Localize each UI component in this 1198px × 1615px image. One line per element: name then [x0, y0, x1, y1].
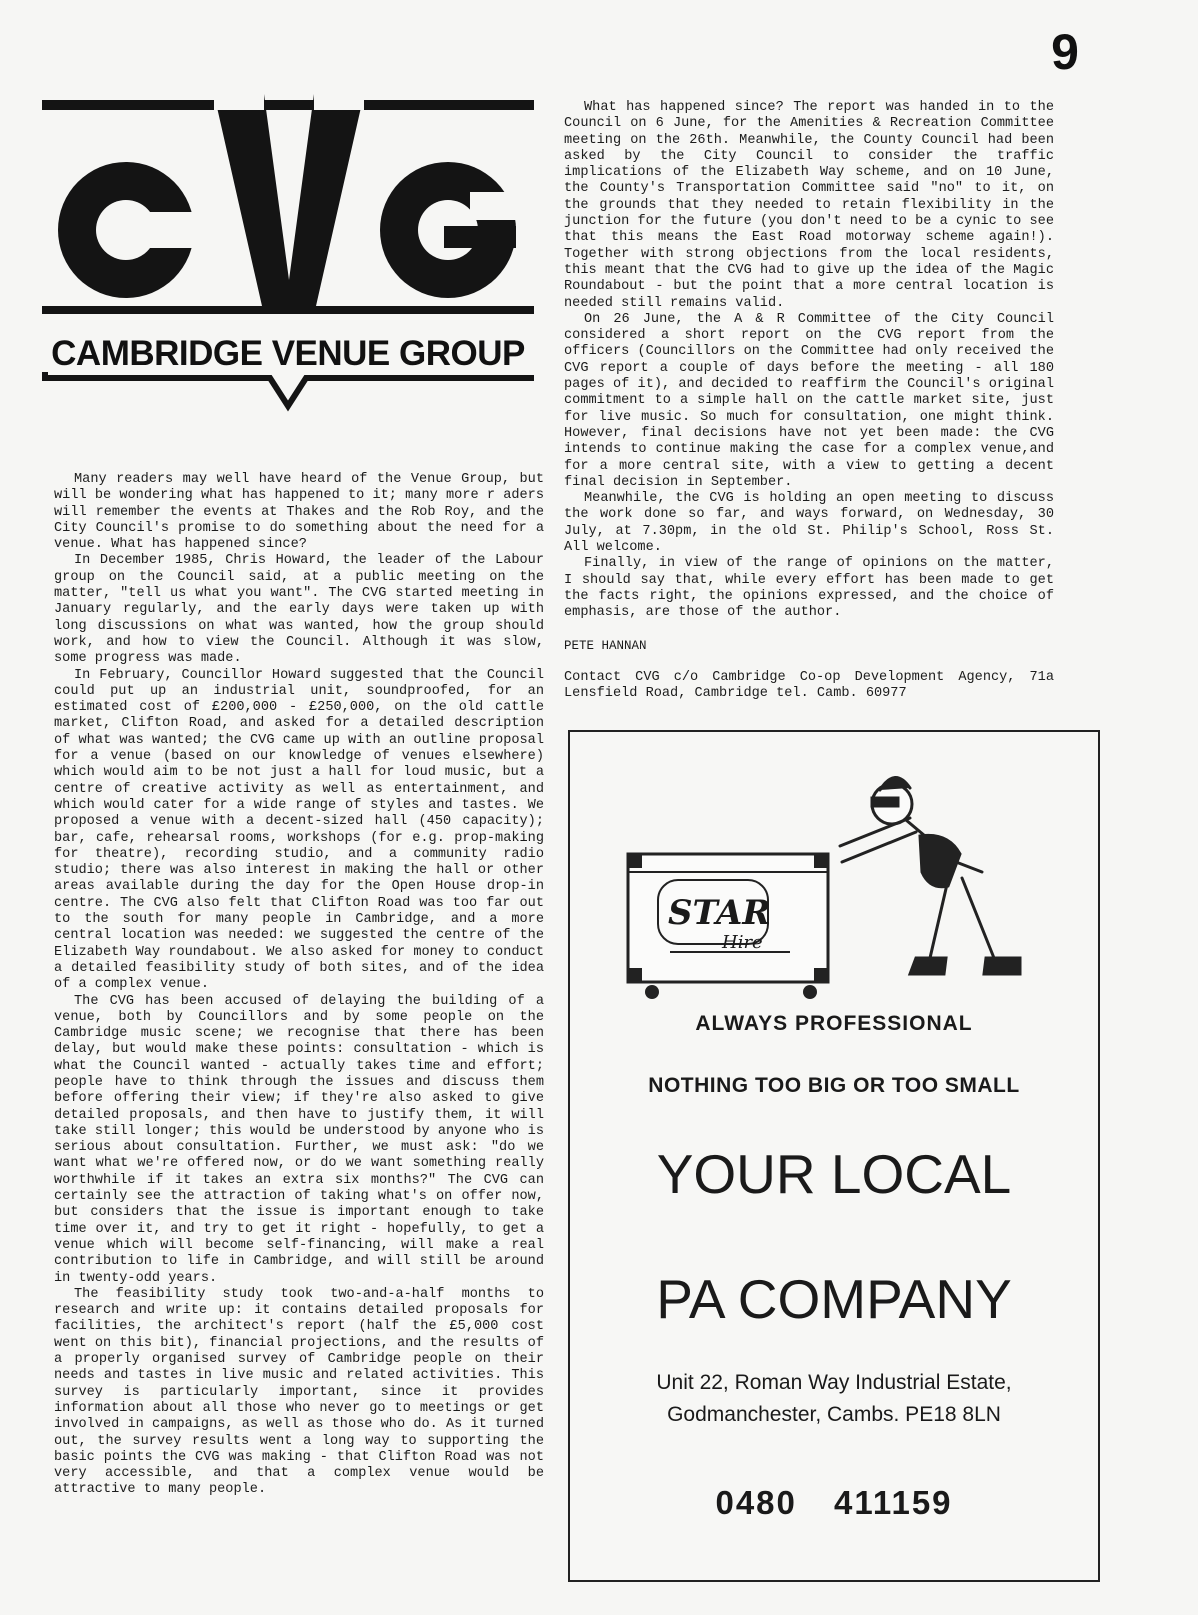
star-hire-advert: [568, 730, 1100, 1582]
article-paragraph: The feasibility study took two-and-a-half months to research and write up: it contains detailed proposals for facilities, the architect's report (half the £5,000 cost went on this bit), financial projections, and the results of a properly organised survey of Cambridge people on their needs and tastes in live music and related activities. This survey is particularly important, since it provides information about all those who never go to meetings or get involved in campaigns, as well as those who do. As it turned out, the survey results went a long way to supporting the basic points the CVG was making - that Clifton Road was not very accessible, and that a complex venue would be attractive to many people.: [54, 1286, 544, 1498]
article-paragraph: On 26 June, the A & R Committee of the City Council considered a short report on the CVG report from the officers (Councillors on the Committee had only received the CVG report a couple of days before the meeting - all 180 pages of it), and decided to reaffirm the Council's original commitment to a simple hall on the cattle market site, just for live music. So much for consultation, one might think. However, final decisions have not yet been made: the CVG intends to continue making the case for a complex venue,and for a more central site, with a view to getting a decent final decision in September.: [564, 311, 1054, 490]
logo-mid-rule: [42, 306, 534, 314]
article-left-column: [54, 472, 544, 1582]
logo-letter-c: [58, 162, 208, 298]
logo-top-rule: [42, 100, 534, 110]
ad-address-line-1: Unit 22, Roman Way Industrial Estate,: [656, 1371, 1012, 1394]
article-paragraph: In February, Councillor Howard suggested that the Council could put up an industrial unit, soundproofed, for an estimated cost of £200,000 - £250,000, on the old cattle market, Clifton Road, and asked for a detailed description of what was wanted; the CVG came up with an outline proposal for a venue (based on our knowledge of venues elsewhere) which would aim to be not just a hall for loud music, but a centre of creative activity as well as entertainment, and which would cater for a wide range of styles and tastes. We proposed a venue with a decent-sized hall (450 capacity); bar, cafe, rehearsal rooms, workshops (for e.g. prop-making for theatre), recording studio, and a community radio studio; there was also interest in making the hall or other areas available during the day for the Open House drop-in centre. The CVG also felt that Clifton Road was too far out to the south for many people in Cambridge, and a more central location was needed: we suggested the centre of the Elizabeth Way roundabout. We also asked for money to conduct a detailed feasibility study of both sites, and of the idea of a complex venue.: [54, 667, 544, 993]
author-byline: PETE HANNAN: [564, 638, 647, 653]
masthead: [38, 80, 538, 420]
ad-headline-pa-company: PA COMPANY: [656, 1268, 1012, 1330]
page-number: 9: [1051, 24, 1079, 80]
ad-headline-your-local: YOUR LOCAL: [656, 1143, 1012, 1205]
article-paragraph: In December 1985, Chris Howard, the leader of the Labour group on the Council said, at a public meeting on the matter, "tell us what you want". The CVG started meeting in January regularly, and the early days were taken up with long discussions on what was wanted, how the group should work, and how to view the Council. Although it was slow, some progress was made.: [54, 553, 544, 667]
logo-letter-v: [214, 94, 364, 306]
ad-line-nothing-too-big: NOTHING TOO BIG OR TOO SMALL: [648, 1074, 1020, 1097]
ad-line-always-professional: ALWAYS PROFESSIONAL: [695, 1012, 973, 1035]
ad-address-line-2: Godmanchester, Cambs. PE18 8LN: [667, 1403, 1001, 1426]
logo-letter-g: [380, 162, 520, 298]
article-paragraph: What has happened since? The report was handed in to the Council on 6 June, for the Amenities & Recreation Committee meeting on the 26th. Meanwhile, the County Council had been asked by the City Council to consider the traffic implications of the Elizabeth Way scheme, and on 10 June, the County's Transportation Committee said "no" to it, on the grounds that they needed to retain flexibility in the junction for the future (you don't need to be a cynic to see that this means the East Road motorway scheme again!). Together with strong objections from the local residents, this meant that the CVG had to give up the idea of the Magic Roundabout - but the point that a more central location is needed still remains valid.: [564, 100, 1054, 311]
pushing-figure-icon: [840, 777, 1020, 974]
star-hire-logo-text: STAR: [668, 893, 771, 933]
ad-phone-number: 0480 411159: [715, 1484, 953, 1521]
article-paragraph: Finally, in view of the range of opinions on the matter, I should say that, while every effort has been made to get the facts right, the opinions expressed, and the choice of emphasis, are those of the author.: [564, 556, 1054, 621]
article-paragraph: Meanwhile, the CVG is holding an open meeting to discuss the work done so far, and ways forward, on Wednesday, 30 July, at 7.30pm, in the old St. Philip's School, Ross St. All welcome.: [564, 491, 1054, 556]
article-paragraph: The CVG has been accused of delaying the building of a venue, both by Councillors and by some people on the Cambridge music scene; we recognise that there has been delay, but would make these points: consultation - which is what the Council wanted - actually takes time and effort; people have to think through the issues and discuss them before offering their view; if they're also asked to give detailed proposals, and then have to justify them, it will take still longer; this would be understood by anyone who is serious about consultation. Further, we must ask: "do we want what we're offered now, or do we want something really worthwhile if it takes an extra six months?" The CVG can certainly see the attraction of taking what's on offer now, but considers that the issue is important enough to take time over it, and try to get it right - hopefully, to get a venue which will become self-financing, will make a real contribution to life in Cambridge, and will still be around in twenty-odd years.: [54, 993, 544, 1286]
contact-details: Contact CVG c/o Cambridge Co-op Development Agency, 71a Lensfield Road, Cambridge tel. Camb. 60977: [564, 669, 1054, 702]
article-paragraph: Many readers may well have heard of the Venue Group, but will be wondering what has happened to it; many more r aders will remember the events at Thakes and the Rob Roy, and the City Council's promise to do something about the need for a venue. What has happened since?: [54, 472, 544, 553]
star-hire-illustration: [610, 762, 1080, 1012]
masthead-title: CAMBRIDGE VENUE GROUP: [51, 334, 525, 373]
article-right-column: [564, 100, 1054, 720]
star-hire-logo-subtext: Hire: [722, 932, 763, 953]
